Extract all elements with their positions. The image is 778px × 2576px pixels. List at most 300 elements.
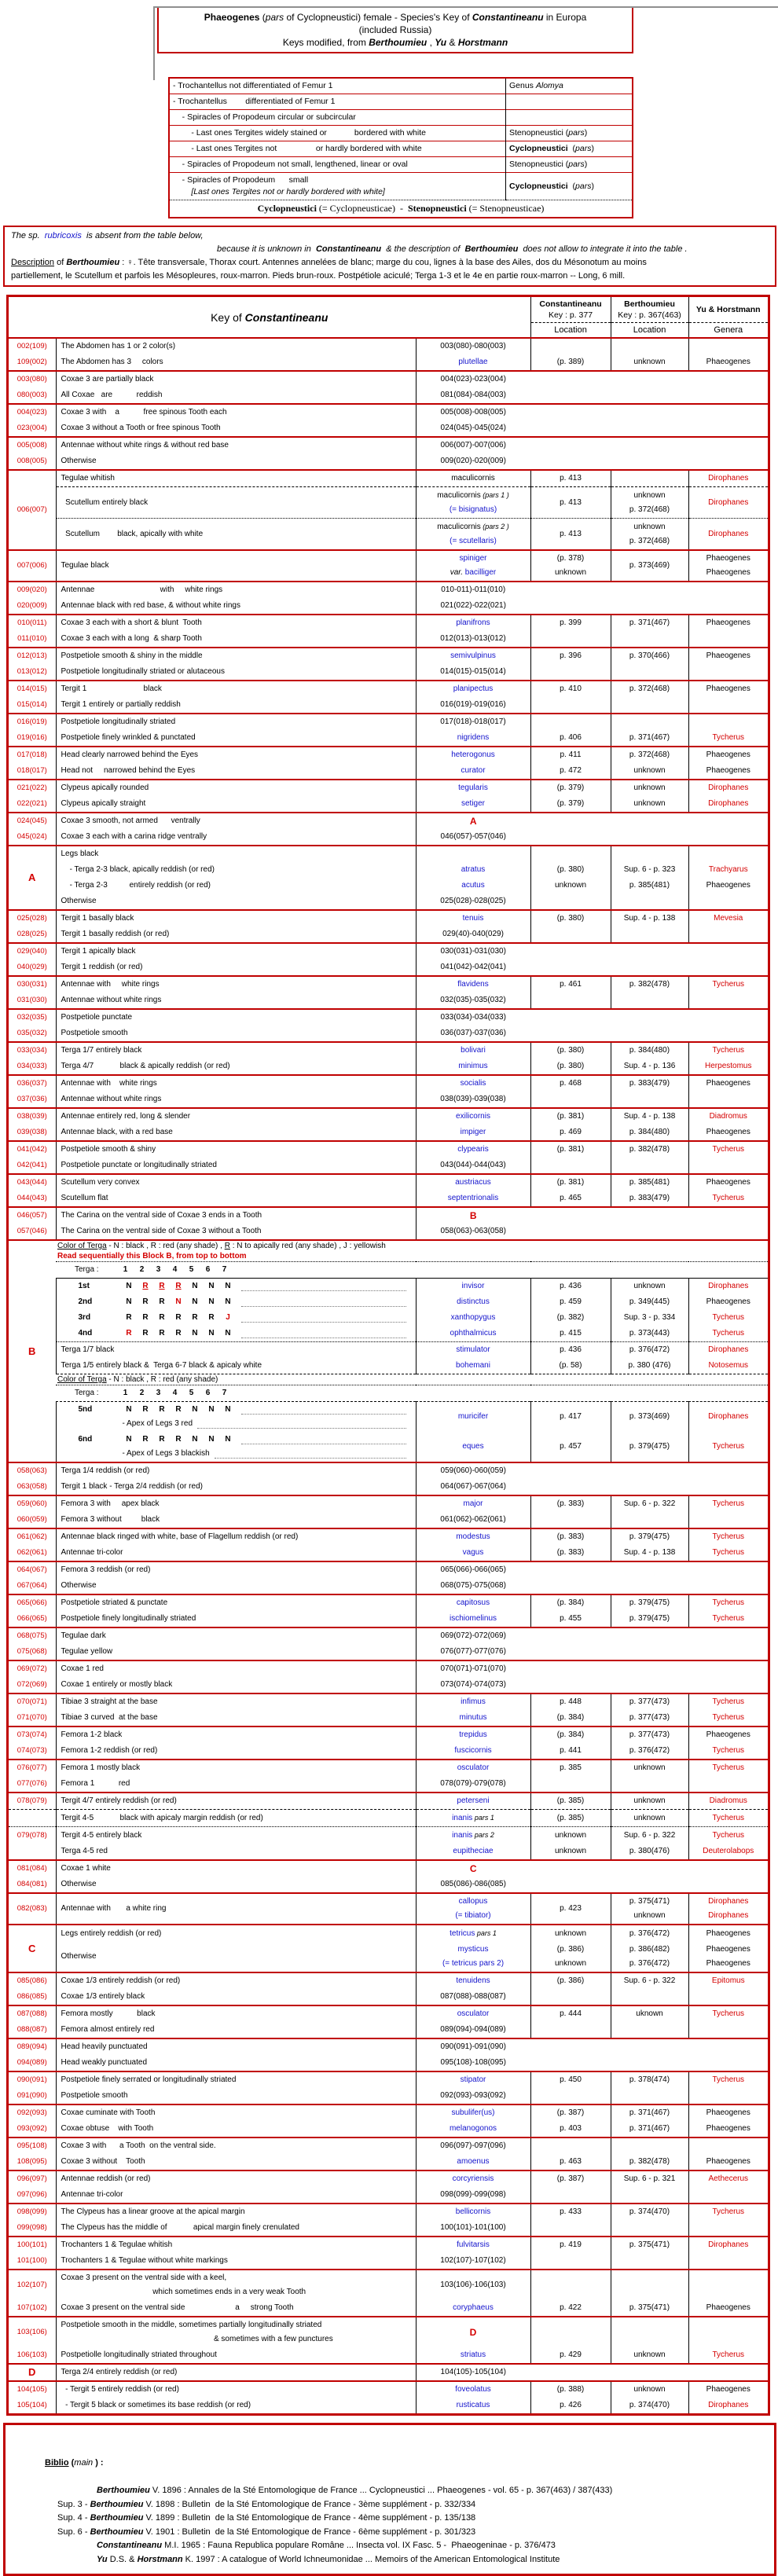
genus-cell — [688, 1894, 768, 1925]
ref-code: 076(077)-077(076) — [440, 1647, 506, 1656]
key-row — [9, 2072, 768, 2088]
key-section — [9, 1109, 768, 1142]
location-constantineanu: (p. 384) — [530, 1595, 611, 1611]
genus-cell — [688, 780, 768, 796]
key-row — [9, 846, 768, 862]
title-box — [157, 6, 633, 53]
species-cell — [416, 372, 530, 387]
ref-label: 078(079) — [17, 1796, 47, 1805]
location-berthoumieu: Sup. 4 - p. 138 — [611, 1545, 688, 1561]
key-row — [9, 2300, 768, 2317]
title-line-1: Phaeogenes (pars of Cyclopneustici) female - Species's Key of Constantineanu in Europa — [204, 12, 587, 23]
key-row — [9, 1727, 768, 1743]
location-constantineanu: p. 461 — [530, 977, 611, 993]
key-text: Coxae 3 present on the ventral side with a keel, which sometimes ends in a very weak Tooth — [56, 2270, 416, 2300]
location-constantineanu: p. 419 — [530, 2237, 611, 2253]
genus-cell — [688, 1279, 768, 1294]
genus-cell — [688, 1496, 768, 1512]
location-berthoumieu: p. 375(471) unknown — [611, 1894, 688, 1925]
ref-code: 068(075)-075(068) — [440, 1581, 506, 1590]
key-section — [9, 977, 768, 1010]
species-name: setiger — [461, 799, 485, 808]
species-cell — [416, 1942, 530, 1972]
key-row — [9, 372, 768, 387]
key-text: Terga 1/5 entirely black & Terga 6-7 black & apicaly white — [56, 1358, 416, 1374]
species-cell — [416, 1973, 530, 1989]
species-name: muricifer — [457, 1412, 489, 1421]
location-constantineanu: (p. 381) — [530, 1142, 611, 1158]
ref-code: 096(097)-097(096) — [440, 2141, 506, 2150]
genus-name: Phaeogenes — [706, 2157, 750, 2166]
key-row — [9, 1224, 768, 1240]
class-table-row — [170, 94, 632, 110]
ref-code: 016(019)-019(016) — [440, 700, 506, 709]
key-row — [9, 1861, 768, 1877]
key-row — [9, 1374, 768, 1385]
location-constantineanu: p. 441 — [530, 1743, 611, 1760]
location-constantineanu — [530, 2220, 611, 2237]
key-text: - Tergit 5 black or sometimes its base reddish (or red) — [56, 2398, 416, 2413]
species-cell — [416, 487, 530, 519]
class-result: Cyclopneustici (pars) — [506, 173, 633, 200]
genus-cell — [688, 730, 768, 747]
location-berthoumieu: Sup. 4 - p. 138 — [611, 1109, 688, 1125]
species-cell — [416, 1496, 530, 1512]
genus-name: Dirophanes — [708, 497, 749, 507]
class-criterion: - Spiracles of Propodeum small [Last ones Tergites not or hardly bordered with white] — [170, 173, 506, 200]
ref-label: 091(090) — [17, 2091, 47, 2100]
species-cell — [416, 2300, 530, 2317]
empty-cell — [530, 372, 768, 387]
block-mark: D — [469, 2327, 477, 2338]
biblio-line: Sup. 6 - Berthoumieu V. 1901 : Bulletin de la Sté Entomologique de France - 6ème supplément - p. 301/323 — [57, 2526, 476, 2537]
species-name: invisor — [461, 1282, 485, 1290]
ref-label: 013(012) — [17, 667, 47, 676]
ref-code: 004(023)-023(004) — [440, 375, 506, 383]
location-constantineanu — [530, 631, 611, 648]
ref-label — [9, 1844, 56, 1860]
key-row — [9, 387, 768, 404]
species-cell — [416, 894, 530, 910]
genus-name: Phaeogenes — [706, 684, 750, 693]
species-cell — [416, 813, 530, 829]
key-section — [9, 648, 768, 681]
location-constantineanu: (p. 383) — [530, 1529, 611, 1545]
genus-name: Tycherus — [712, 1442, 745, 1451]
key-row — [9, 2105, 768, 2121]
location-berthoumieu: unknown — [611, 2382, 688, 2398]
key-section — [9, 1043, 768, 1076]
ref-code: 069(072)-072(069) — [440, 1631, 506, 1640]
class-result: Stenopneustici (pars) — [506, 126, 633, 141]
ref-label: 107(102) — [17, 2303, 47, 2312]
key-section — [9, 1595, 768, 1628]
location-constantineanu: p. 413 — [530, 471, 611, 487]
key-section — [9, 2006, 768, 2039]
ref-code: 025(028)-028(025) — [440, 897, 506, 905]
key-row — [9, 615, 768, 631]
key-text: Coxae 1 white — [56, 1861, 416, 1877]
location-constantineanu — [530, 927, 611, 943]
species-cell — [416, 2055, 530, 2071]
ref-label: 035(032) — [17, 1029, 47, 1037]
location-constantineanu: p. 472 — [530, 763, 611, 780]
empty-cell — [530, 1861, 768, 1877]
location-berthoumieu: p. 376(472) — [611, 1342, 688, 1358]
location-constantineanu: p. 448 — [530, 1694, 611, 1710]
species-name: peterseni — [457, 1796, 490, 1805]
ref-label: 085(086) — [17, 1976, 47, 1985]
location-berthoumieu: p. 375(471) — [611, 2300, 688, 2317]
key-text — [56, 1310, 416, 1326]
genus-name: Tycherus — [712, 1145, 745, 1154]
genus-name: Tycherus — [712, 1499, 745, 1508]
key-row — [9, 1644, 768, 1660]
key-section — [9, 1241, 768, 1463]
species-cell — [416, 2220, 530, 2237]
species-name: distinctus — [457, 1297, 490, 1306]
empty-cell — [530, 1677, 768, 1693]
key-text: Scutellum entirely black — [56, 487, 416, 519]
intro-line: because it is unknown in Constantineanu & the description of Berthoumieu does not allow to integrate it into the table . — [217, 244, 688, 254]
genus-cell — [688, 2088, 768, 2104]
species-cell — [416, 1877, 530, 1893]
species-cell — [416, 1310, 530, 1326]
genus-name: Phaeogenes — [706, 554, 750, 563]
key-section — [9, 1010, 768, 1043]
location-constantineanu: (p. 380) — [530, 1059, 611, 1075]
key-text: Postpetiole smooth — [56, 2088, 416, 2104]
genus-cell — [688, 2121, 768, 2137]
species-name: amoenus — [457, 2157, 490, 2166]
key-text: Head clearly narrowed behind the Eyes — [56, 747, 416, 763]
location-constantineanu: p. 415 — [530, 1326, 611, 1342]
ref-label: 103(106) — [17, 2328, 47, 2336]
ref-label: 018(017) — [17, 766, 47, 775]
key-text: Coxae obtuse with Tooth — [56, 2121, 416, 2137]
species-name: heterogonus — [451, 750, 495, 759]
empty-cell — [530, 960, 768, 976]
key-text: Femora 3 without black — [56, 1512, 416, 1528]
genus-cell — [688, 2072, 768, 2088]
genus-cell — [688, 1942, 768, 1972]
species-name: maculicornis — [451, 474, 495, 483]
location-berthoumieu: p. 377(473) — [611, 1727, 688, 1743]
species-name: fuscicornis — [454, 1746, 492, 1755]
species-name: clypearis — [457, 1145, 489, 1154]
key-row — [9, 1595, 768, 1611]
key-text: - Tergit 5 entirely reddish (or red) — [56, 2382, 416, 2398]
location-constantineanu — [530, 1092, 611, 1108]
ref-code: 087(088)-088(087) — [440, 1992, 506, 2001]
key-row — [9, 1158, 768, 1174]
ref-label: 034(033) — [17, 1062, 47, 1070]
location-berthoumieu: unknown — [611, 1810, 688, 1827]
ref-label: 036(037) — [17, 1079, 47, 1088]
ref-label: 105(104) — [17, 2401, 47, 2409]
key-text: The Carina on the ventral side of Coxae 3 without a Tooth — [56, 1224, 416, 1240]
key-row — [9, 2237, 768, 2253]
terga-pattern: 1st N R R R N N N — [61, 1279, 414, 1294]
genus-name: Tycherus — [712, 1548, 745, 1557]
key-text: Postpetiole finely serrated or longitudinally striated — [56, 2072, 416, 2088]
key-text: - Terga 2-3 black, apically reddish (or red) — [56, 862, 416, 878]
genus-cell — [688, 519, 768, 550]
key-text: Scutellum very convex — [56, 1175, 416, 1191]
genus-cell — [688, 1989, 768, 2005]
genus-name: Tycherus — [712, 980, 745, 989]
ref-code: 059(060)-060(059) — [440, 1466, 506, 1475]
location-constantineanu: p. 423 — [530, 1894, 611, 1925]
location-constantineanu: p. 429 — [530, 2347, 611, 2364]
genus-name: Tycherus — [712, 1598, 745, 1607]
key-row — [9, 405, 768, 420]
ref-label: 031(030) — [17, 996, 47, 1004]
key-text: Otherwise — [56, 1578, 416, 1594]
key-text: - Terga 2-3 entirely reddish (or red) — [56, 878, 416, 894]
key-text: Femora 1-2 black — [56, 1727, 416, 1743]
species-name: rusticatus — [456, 2401, 490, 2409]
location-berthoumieu — [611, 2022, 688, 2038]
ref-label: 077(076) — [17, 1779, 47, 1788]
species-cell — [416, 1827, 530, 1844]
species-name: septentrionalis — [447, 1194, 499, 1202]
species-cell — [416, 582, 530, 598]
species-cell — [416, 1208, 530, 1224]
empty-cell — [530, 2055, 768, 2071]
ref-code: 070(071)-071(070) — [440, 1664, 506, 1673]
ref-label: 046(057) — [17, 1211, 47, 1220]
key-section — [9, 911, 768, 944]
key-row — [9, 2088, 768, 2104]
key-row — [9, 2022, 768, 2038]
location-berthoumieu: p. 373(443) — [611, 1326, 688, 1342]
key-text: Postpetiole smooth & shiny in the middle — [56, 648, 416, 664]
species-cell — [416, 1326, 530, 1342]
ref-label: 005(008) — [17, 441, 47, 450]
location-constantineanu — [530, 2187, 611, 2204]
key-row — [9, 911, 768, 927]
key-row — [9, 977, 768, 993]
key-text: Antennae tri-color — [56, 1545, 416, 1561]
location-constantineanu: p. 436 — [530, 1279, 611, 1294]
location-berthoumieu: p. 371(467) — [611, 2121, 688, 2137]
key-section — [9, 2237, 768, 2270]
genus-name: Dirophanes — [708, 1282, 749, 1290]
location-constantineanu — [530, 697, 611, 714]
location-berthoumieu — [611, 664, 688, 681]
genus-cell — [688, 1076, 768, 1092]
ref-code: 078(079)-079(078) — [440, 1779, 506, 1788]
ref-label: 092(093) — [17, 2108, 47, 2117]
ref-code: 010-011)-011(010) — [441, 585, 506, 594]
genus-cell — [688, 747, 768, 763]
key-section — [9, 1076, 768, 1109]
key-row — [9, 1925, 768, 1942]
genus-cell — [688, 1545, 768, 1561]
key-row — [9, 1279, 768, 1294]
key-row — [9, 1208, 768, 1224]
location-berthoumieu — [611, 2253, 688, 2270]
location-constantineanu: (p. 384) — [530, 1727, 611, 1743]
key-text: 6nd N R R R N N N - Apex of Legs 3 blackish — [56, 1432, 416, 1462]
key-text: Antennae with white rings — [56, 582, 416, 598]
species-cell — [416, 2398, 530, 2413]
ref-label: 007(006) — [17, 561, 47, 570]
key-text: Terga 1/7 black — [56, 1342, 416, 1358]
location-constantineanu: unknown — [530, 1827, 611, 1844]
key-row — [9, 1743, 768, 1760]
ref-label: 057(046) — [17, 1227, 47, 1235]
genus-name: Mevesia — [714, 914, 743, 923]
key-row — [9, 2187, 768, 2204]
key-row — [9, 1810, 768, 1827]
ref-label: 069(072) — [17, 1664, 47, 1673]
col-header-constantineanu: Constantineanu Key : p. 377 — [530, 297, 611, 323]
location-berthoumieu: p. 384(480) — [611, 1043, 688, 1059]
location-berthoumieu: Sup. 6 - p. 322 — [611, 1496, 688, 1512]
key-text: Coxae 3 smooth, not armed ventrally — [56, 813, 416, 829]
species-cell — [416, 420, 530, 437]
genus-cell — [688, 878, 768, 894]
species-name: semivulpinus — [450, 651, 496, 660]
class-criterion: - Last ones Tergites not or hardly bordered with white — [170, 141, 506, 157]
ref-label — [9, 1810, 56, 1827]
key-row — [9, 1043, 768, 1059]
key-row — [9, 1760, 768, 1776]
species-name: corcyriensis — [452, 2174, 494, 2183]
subheader-location-1: Location — [530, 323, 611, 339]
key-text: Coxae 3 each with a short & blunt Tooth — [56, 615, 416, 631]
ref-label: 065(066) — [17, 1598, 47, 1607]
genus-name: Phaeogenes — [706, 618, 750, 627]
key-row — [9, 519, 768, 550]
empty-cell — [530, 1661, 768, 1677]
empty-cell — [530, 1010, 768, 1026]
ref-code: 061(062)-062(061) — [440, 1515, 506, 1524]
key-text: Coxae cuminate with Tooth — [56, 2105, 416, 2121]
ref-label: 023(004) — [17, 424, 47, 432]
species-cell — [416, 1158, 530, 1174]
key-text: Postpetiole finely longitudinally striated — [56, 1611, 416, 1627]
species-name: eupitheciae — [453, 1847, 494, 1855]
location-berthoumieu: p. 371(467) — [611, 615, 688, 631]
spreadsheet-gridline-horizontal — [153, 6, 778, 8]
key-text: Antennae black ringed with white, base of Flagellum reddish (or red) — [56, 1529, 416, 1545]
species-cell — [416, 1224, 530, 1240]
key-section — [9, 2138, 768, 2171]
genus-cell — [688, 977, 768, 993]
species-cell — [416, 1402, 530, 1432]
location-berthoumieu: p. 380(476) — [611, 1844, 688, 1860]
location-constantineanu: p. 417 — [530, 1402, 611, 1432]
key-section — [9, 846, 768, 911]
ref-label: 017(018) — [17, 750, 47, 759]
ref-label: 086(085) — [17, 1992, 47, 2001]
ref-label: D — [28, 2366, 36, 2378]
species-name: fulvitarsis — [457, 2240, 490, 2249]
empty-cell — [530, 438, 768, 453]
genus-cell — [688, 1743, 768, 1760]
species-cell — [416, 1529, 530, 1545]
species-name: spiniger — [459, 554, 487, 563]
location-berthoumieu: unknown — [611, 763, 688, 780]
species-cell — [416, 1125, 530, 1141]
key-section — [9, 1793, 768, 1861]
genus-cell — [688, 1973, 768, 1989]
species-cell — [416, 2270, 530, 2300]
ref-code: 032(035)-035(032) — [440, 996, 506, 1004]
ref-label: 012(013) — [17, 651, 47, 660]
location-constantineanu: p. 463 — [530, 2154, 611, 2171]
key-row — [9, 1463, 768, 1479]
species-name: xanthopygus — [450, 1313, 496, 1322]
spreadsheet-gridline-vertical — [153, 6, 155, 80]
genus-name: Notosemus — [708, 1361, 749, 1370]
ref-label: 074(073) — [17, 1746, 47, 1755]
key-text: Coxae 3 without Tooth — [56, 2154, 416, 2171]
key-row — [9, 1776, 768, 1793]
key-text: Tergit 1 entirely or partially reddish — [56, 697, 416, 714]
intro-line: partiellement, le Scutellum et parfois les Mésopleures, roux-marron. Pieds brun-roux. Postpétiole aciculé; Terga 1-3 et le 4e en partie roux-marron -- Long, 6 mill. — [11, 271, 626, 281]
ref-label: 094(089) — [17, 2058, 47, 2067]
genus-cell — [688, 648, 768, 664]
ref-label: 045(024) — [17, 832, 47, 841]
species-cell — [416, 1092, 530, 1108]
species-name: flavidens — [457, 980, 489, 989]
species-name: planipectus — [453, 684, 494, 693]
key-row — [9, 1310, 768, 1326]
empty-cell — [530, 1562, 768, 1578]
key-section — [9, 780, 768, 813]
species-name: (= scutellaris) — [450, 537, 497, 545]
key-text: Tergit 1 black — [56, 681, 416, 697]
key-row — [9, 796, 768, 813]
ref-label: 029(040) — [17, 947, 47, 956]
species-cell — [416, 763, 530, 780]
ref-code: 043(044)-044(043) — [440, 1161, 506, 1169]
key-row — [9, 1844, 768, 1860]
location-constantineanu: unknown — [530, 878, 611, 894]
location-constantineanu — [530, 894, 611, 910]
genus-name: Tycherus — [712, 1713, 745, 1722]
key-row — [9, 730, 768, 747]
class-table-row — [170, 141, 632, 157]
genus-cell — [688, 846, 768, 862]
genus-name: Dirophanes — [708, 1911, 749, 1920]
genus-cell — [688, 2171, 768, 2187]
species-cell — [416, 1191, 530, 1207]
key-row — [9, 1142, 768, 1158]
species-name: melanogonos — [449, 2124, 497, 2133]
ref-code: 073(074)-074(073) — [440, 1680, 506, 1689]
genus-cell — [688, 1175, 768, 1191]
genus-cell — [688, 1727, 768, 1743]
genus-name: Dirophanes — [708, 2401, 749, 2409]
key-text: Coxae 3 with a Tooth on the ventral side. — [56, 2138, 416, 2154]
key-row — [9, 1059, 768, 1075]
species-name: tenuis — [462, 914, 484, 923]
key-text: Coxae 3 without a Tooth or free spinous Tooth — [56, 420, 416, 437]
genus-name: Phaeogenes — [706, 2303, 750, 2312]
key-text: The Clypeus has a linear groove at the apical margin — [56, 2204, 416, 2220]
genus-name: Dirophanes — [708, 1345, 749, 1354]
species-name: austriacus — [455, 1178, 491, 1187]
key-row — [9, 2055, 768, 2071]
key-row — [9, 487, 768, 519]
key-section — [9, 1661, 768, 1694]
key-row — [9, 763, 768, 780]
